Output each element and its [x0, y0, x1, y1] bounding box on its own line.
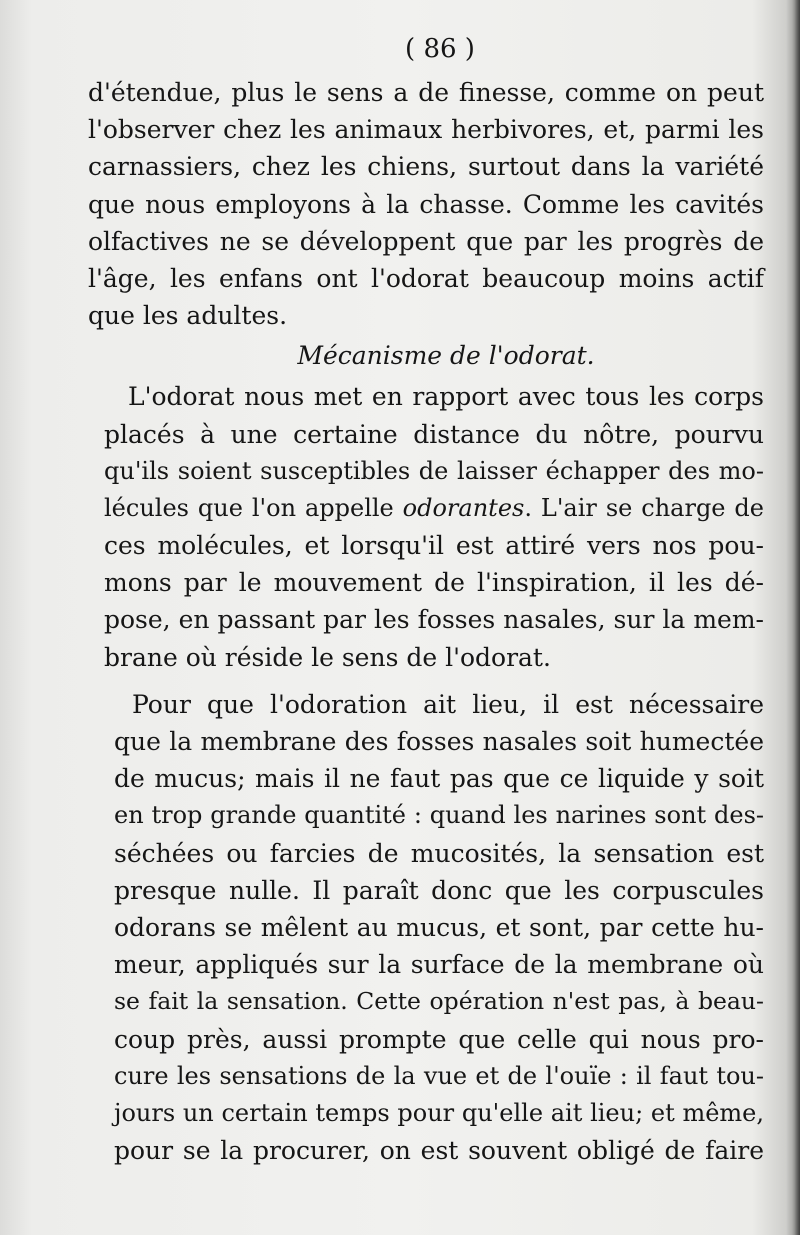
text-line: coup près, aussi prompte que celle qui nous pro-	[114, 1024, 764, 1054]
text-line: se fait la sensation. Cette opération n'est pas, à beau-	[114, 987, 764, 1016]
italic-term: odorantes	[402, 493, 525, 522]
paragraph-3	[88, 686, 764, 1169]
paragraph-2	[88, 378, 764, 676]
text-line: en trop grande quantité : quand les narines sont des-	[114, 801, 764, 830]
text-line: mons par le mouvement de l'inspiration, il les dé-	[104, 568, 764, 598]
text-line: jours un certain temps pour qu'elle ait lieu; et même,	[114, 1098, 764, 1127]
text-line: cure les sensations de la vue et de l'ouïe : il faut tou-	[114, 1061, 764, 1090]
text-line: que nous employons à la chasse. Comme les cavités	[88, 189, 764, 219]
text-line: presque nulle. Il paraît donc que les corpuscules	[114, 875, 764, 905]
text-line: carnassiers, chez les chiens, surtout dans la variété	[88, 152, 764, 182]
text-line: l'observer chez les animaux herbivores, et, parmi les	[88, 115, 764, 145]
text-line: de mucus; mais il ne faut pas que ce liquide y soit	[114, 764, 764, 794]
text-run: . L'air se charge de	[524, 493, 764, 522]
text-line: que la membrane des fosses nasales soit humectée	[114, 727, 764, 756]
text-line: ces molécules, et lorsqu'il est attiré vers nos pou-	[104, 531, 764, 561]
paragraph-1	[88, 74, 764, 334]
text-line: pose, en passant par les fosses nasales, sur la mem-	[104, 605, 764, 635]
text-line: placés à une certaine distance du nôtre, pourvu	[104, 419, 764, 449]
text-line	[88, 490, 764, 527]
text-line: meur, appliqués sur la surface de la membrane où	[114, 950, 764, 980]
text-line: L'odorat nous met en rapport avec tous les corps	[128, 382, 764, 412]
text-line: pour se la procurer, on est souvent obligé de faire	[114, 1136, 764, 1166]
text-line: que les adultes.	[88, 301, 288, 331]
section-heading: Mécanisme de l'odorat.	[297, 341, 595, 371]
text-run: lécules que l'on appelle	[104, 493, 403, 522]
page-text	[88, 24, 764, 1169]
text-line: olfactives ne se développent que par les progrès de	[88, 226, 764, 256]
page-number: ( 86 )	[405, 34, 475, 64]
page-edge-shadow	[786, 0, 800, 1235]
paragraph-gap	[88, 676, 764, 686]
text-line: odorans se mêlent au mucus, et sont, par cette hu-	[114, 912, 764, 942]
text-line: brane où réside le sens de l'odorat.	[104, 642, 551, 672]
text-line: l'âge, les enfans ont l'odorat beaucoup moins actif	[88, 263, 764, 293]
text-line: qu'ils soient susceptibles de laisser échapper des mo-	[104, 456, 764, 485]
text-line: d'étendue, plus le sens a de finesse, comme on peut	[88, 78, 764, 107]
text-line: séchées ou farcies de mucosités, la sensation est	[114, 838, 764, 868]
text-line: Pour que l'odoration ait lieu, il est nécessaire	[132, 689, 764, 719]
